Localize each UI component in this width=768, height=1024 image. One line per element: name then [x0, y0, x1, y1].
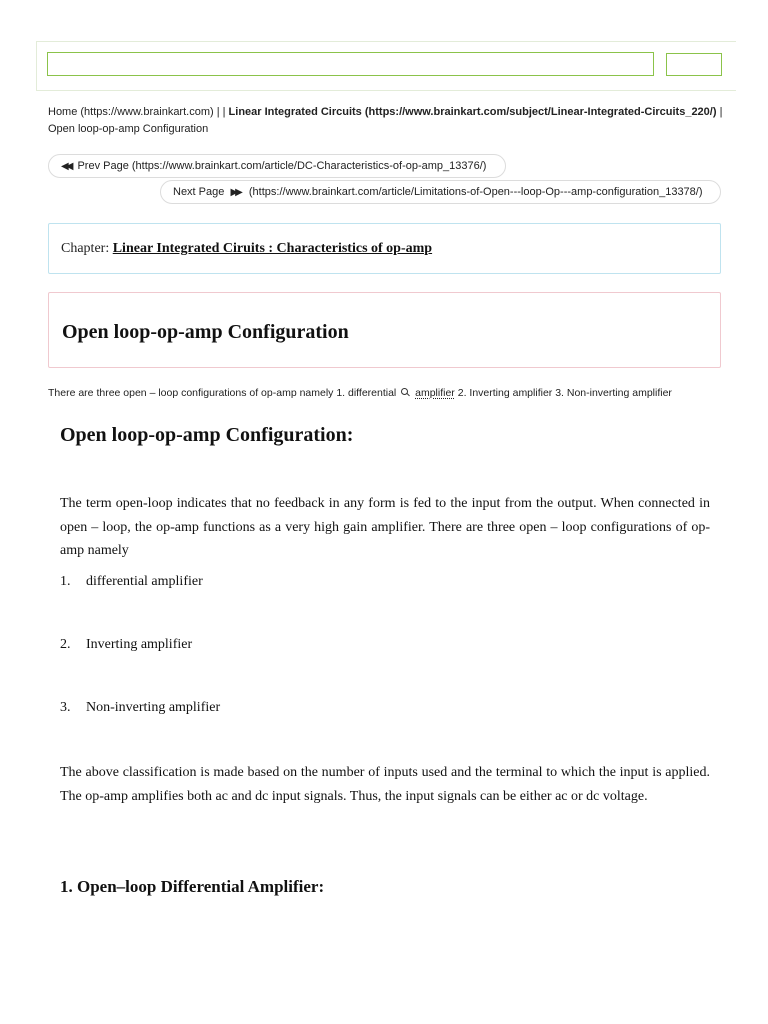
breadcrumb-home-link[interactable]: Home (https://www.brainkart.com) | | — [48, 106, 226, 118]
list-item — [60, 635, 192, 655]
section-subheading: 1. Open–loop Differential Amplifier: — [60, 877, 325, 896]
next-page-button[interactable] — [160, 180, 721, 204]
list-item-number: 3. — [60, 700, 71, 715]
prev-page-url: (https://www.brainkart.com/article/DC-Characteristics-of-op-amp_13376/) — [131, 160, 487, 172]
list-item-number: 1. — [60, 574, 71, 589]
page-title: Open loop-op-amp Configuration — [62, 321, 349, 343]
article-classification: The above classification is made based on the number of inputs used and the terminal to which the input is applied. The op-amp amplifies both ac and dc input signals. Thus, the input signals can be either ac or dc voltage. — [60, 765, 710, 804]
list-item — [60, 698, 220, 718]
article-heading: Open loop-op-amp Configuration: — [60, 424, 354, 446]
next-page-url: (https://www.brainkart.com/article/Limitations-of-Open---loop-Op---amp-configuration_13378/) — [248, 186, 703, 198]
search-button[interactable] — [666, 53, 722, 76]
chapter-prefix: Chapter: — [61, 241, 110, 256]
chapter-box — [48, 223, 721, 274]
breadcrumb-separator: | — [719, 106, 723, 118]
magnifier-icon — [401, 388, 410, 397]
search-input[interactable] — [47, 52, 654, 76]
breadcrumb-current: Open loop-op-amp Configuration — [48, 123, 209, 135]
summary-before: There are three open – loop configurations of op-amp namely 1. differential — [48, 387, 397, 399]
double-right-arrow-icon: ▶▶ — [230, 187, 240, 198]
breadcrumb-subject-link[interactable]: Linear Integrated Circuits (https://www.brainkart.com/subject/Linear-Integrated-Circuits_220/) — [228, 106, 717, 118]
next-page-label: Next Page — [173, 186, 225, 198]
prev-page-label: Prev Page — [77, 160, 129, 172]
breadcrumb — [48, 104, 728, 138]
article-intro: The term open-loop indicates that no feedback in any form is fed to the input from the output. When connected in open – loop, the op-amp functions as a very high gain amplifier. There are three open – loop configurations of op-amp namely — [60, 496, 710, 558]
chapter-link[interactable]: Linear Integrated Ciruits : Characteristics of op-amp — [112, 241, 433, 256]
title-box — [48, 292, 721, 368]
list-item-number: 2. — [60, 637, 71, 652]
list-item-text: Inverting amplifier — [86, 637, 193, 652]
search-bar — [36, 41, 736, 91]
summary-text — [48, 385, 748, 401]
double-left-arrow-icon: ◀◀ — [61, 161, 71, 172]
list-item-text: differential amplifier — [86, 574, 203, 589]
summary-after: 2. Inverting amplifier 3. Non-inverting amplifier — [457, 387, 672, 399]
list-item — [60, 572, 203, 592]
summary-keyword-link[interactable]: amplifier — [415, 387, 455, 399]
list-item-text: Non-inverting amplifier — [86, 700, 221, 715]
prev-page-button[interactable] — [48, 154, 506, 178]
